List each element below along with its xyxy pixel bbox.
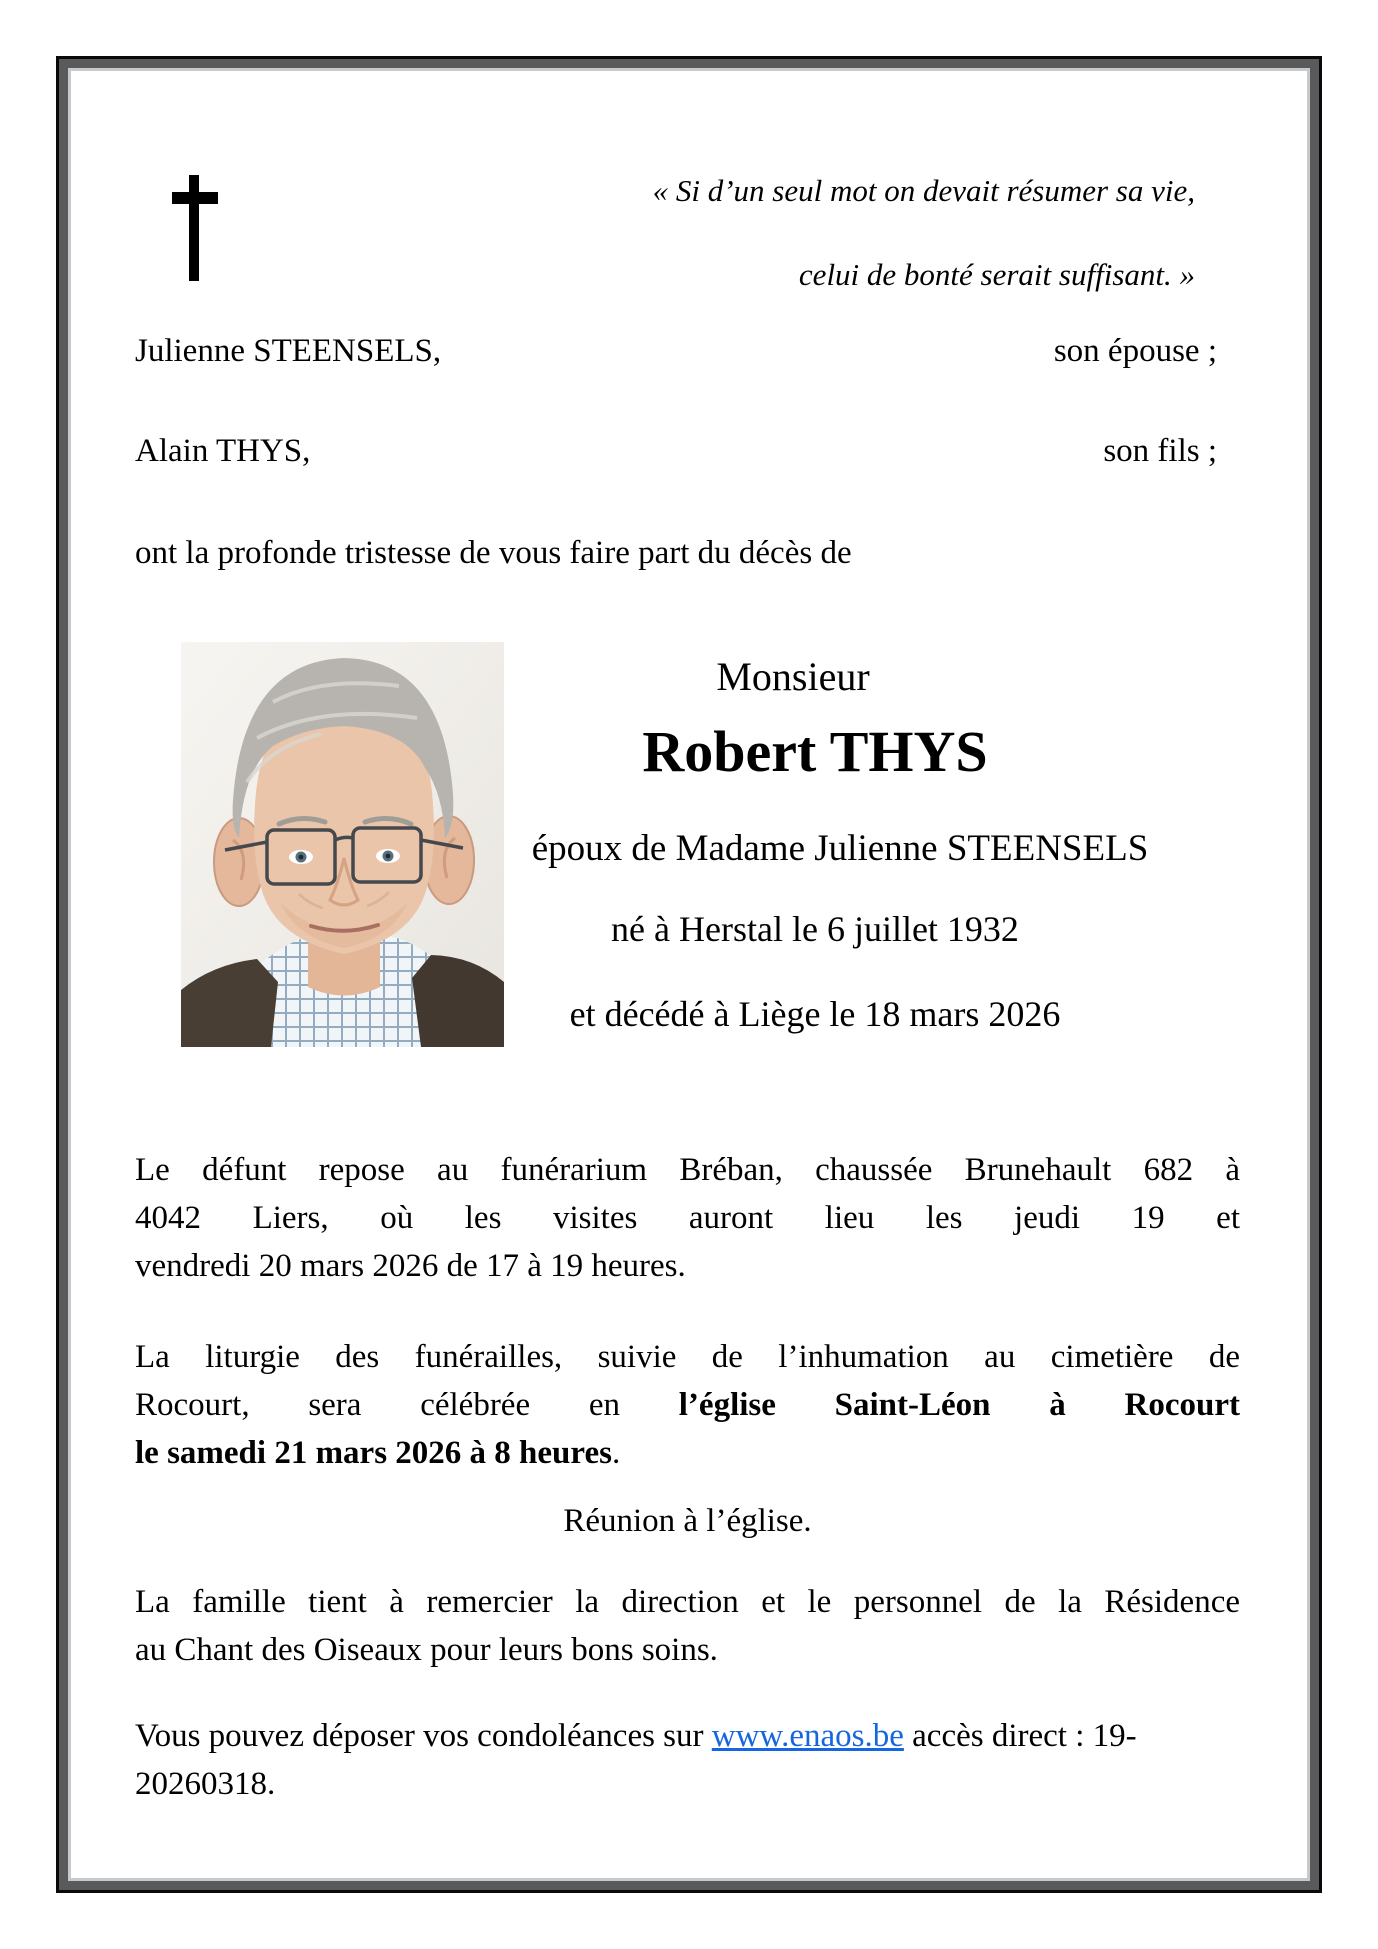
- announcement-line: ont la profonde tristesse de vous faire part du décès de: [135, 535, 852, 571]
- liturgy-line-2: [135, 1381, 1240, 1429]
- condolences-prefix: Vous pouvez déposer vos condoléances sur: [135, 1718, 712, 1754]
- liturgy-line-3-period: .: [611, 1435, 621, 1471]
- condolences-suffix: accès direct : 19-20260318.: [135, 1718, 1137, 1802]
- relative-name: Julienne STEENSELS,: [135, 333, 442, 369]
- relative-row: [135, 433, 1217, 470]
- repose-line-1: Le défunt repose au funérarium Bréban, chaussée Brunehault 682 à: [135, 1152, 1240, 1188]
- condolences-paragraph: [135, 1712, 1240, 1808]
- cross-horizontal-bar: [172, 192, 218, 204]
- reunion-line: Réunion à l’église.: [563, 1503, 812, 1539]
- liturgy-line-3: [135, 1429, 1240, 1477]
- repose-line-3: vendredi 20 mars 2026 de 17 à 19 heures.: [135, 1248, 686, 1284]
- quote-line-1: « Si d’un seul mot on devait résumer sa vie,: [652, 173, 1195, 208]
- liturgy-line-3-bold: le samedi 21 mars 2026 à 8 heures: [135, 1435, 612, 1471]
- thanks-line-1: La famille tient à remercier la direction et le personnel de la Résidence: [135, 1584, 1240, 1620]
- enaos-link[interactable]: www.enaos.be: [711, 1718, 904, 1754]
- relative-name: Alain THYS,: [135, 433, 311, 469]
- liturgy-line-2-bold: l’église Saint-Léon à Rocourt: [678, 1387, 1240, 1423]
- liturgy-line-2-normal: Rocourt, sera célébrée en: [135, 1387, 679, 1423]
- relative-relation: son épouse ;: [1053, 333, 1217, 369]
- repose-paragraph: [135, 1146, 1240, 1290]
- relative-relation: son fils ;: [1103, 433, 1217, 469]
- liturgy-paragraph: [135, 1333, 1240, 1477]
- birth-line: né à Herstal le 6 juillet 1932: [611, 909, 1019, 949]
- quote-line-2: celui de bonté serait suffisant. »: [798, 257, 1195, 292]
- death-line: et décédé à Liège le 18 mars 2026: [569, 994, 1061, 1034]
- liturgy-line-1: La liturgie des funérailles, suivie de l’inhumation au cimetière de: [135, 1339, 1240, 1375]
- cross-vertical-bar: [189, 175, 199, 281]
- deceased-name: Robert THYS: [642, 719, 988, 784]
- spouse-line: époux de Madame Julienne STEENSELS: [531, 828, 1149, 869]
- repose-line-2: 4042 Liers, où les visites auront lieu les jeudi 19 et: [135, 1200, 1240, 1236]
- deceased-title: Monsieur: [716, 654, 870, 699]
- relative-row: [135, 333, 1217, 370]
- memorial-quote: [653, 170, 1195, 296]
- thanks-line-2: au Chant des Oiseaux pour leurs bons soins.: [135, 1632, 718, 1668]
- thanks-paragraph: [135, 1578, 1240, 1674]
